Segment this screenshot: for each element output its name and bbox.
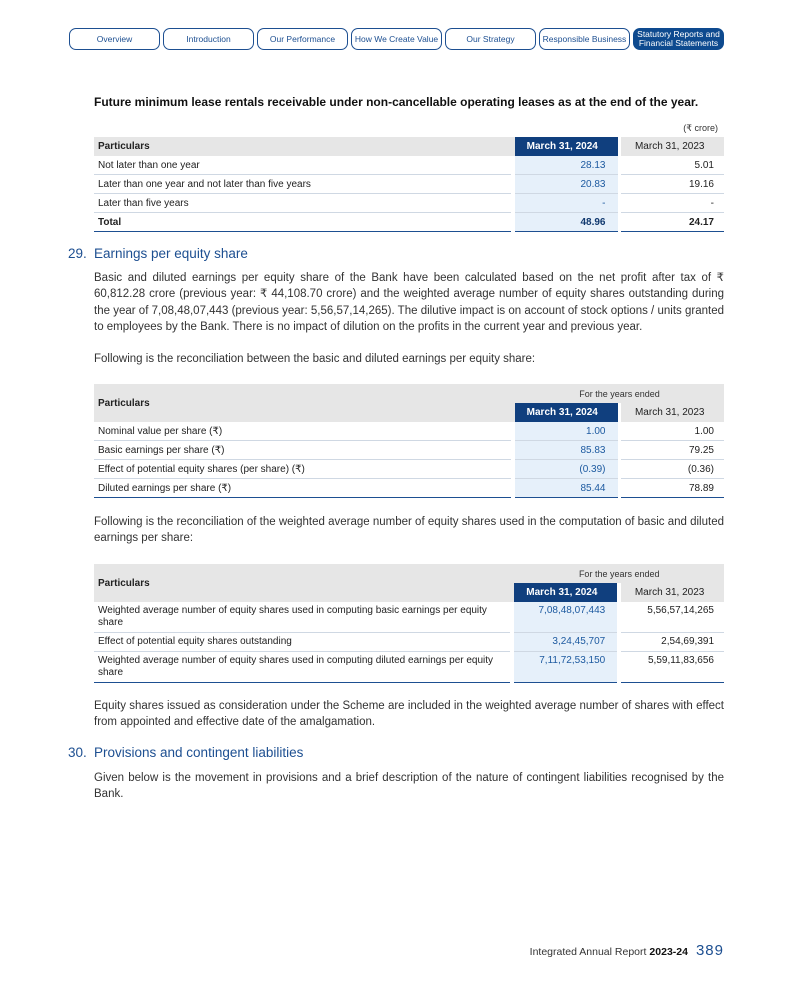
value-2024: 3,24,45,707 [514,633,617,652]
eps-paragraph: Basic and diluted earnings per equity share of the Bank have been calculated based on the net profit after tax of ₹ 60,812.28 crore (previous year: ₹ 44,108.70 crore) and the weighted average number of equity shares outstanding during the year of 7,08,48,07,443 (previous year: 5,56,57,14,265). The dilutive impact is on account of stock options / units granted to employees by the Bank. There is no impact of dilution on the profits in the current year and previous year. [94,272,724,333]
col-particulars: Particulars [94,384,511,422]
section-nav [69,28,724,50]
value-2024: 1.00 [515,422,618,441]
table-row [94,441,724,460]
col-march-2024: March 31, 2024 [515,137,618,156]
value-2024: (0.39) [515,460,618,479]
col-march-2024: March 31, 2024 [514,583,617,602]
page-number: 389 [695,942,724,959]
value-2023: 2,54,69,391 [621,633,724,652]
tab-introduction[interactable]: Introduction [163,28,254,50]
tab-our-performance[interactable]: Our Performance [257,28,348,50]
col-particulars: Particulars [94,564,510,602]
value-2023: (0.36) [621,460,724,479]
row-label: Nominal value per share (₹) [94,422,511,441]
col-march-2023: March 31, 2023 [621,403,724,422]
shares-reconciliation-intro: Following is the reconciliation of the weighted average number of equity shares used in the computation of basic and diluted earnings per share: [94,516,724,545]
value-2023: 5,56,57,14,265 [621,602,724,633]
value-2024: 20.83 [515,175,618,194]
scheme-shares-note: Equity shares issued as consideration under the Scheme are included in the weighted average number of shares with effect from appointed and effective date of the amalgamation. [94,700,724,729]
col-march-2023: March 31, 2023 [621,137,724,156]
value-2023: 5.01 [621,156,724,175]
lease-table [94,137,724,232]
value-2023: 24.17 [621,213,724,232]
value-2024: 28.13 [515,156,618,175]
lease-heading: Future minimum lease rentals receivable under non-cancellable operating leases as at the end of the year. [94,95,699,109]
tab-responsible-business[interactable]: Responsible Business [539,28,630,50]
col-march-2023: March 31, 2023 [621,583,724,602]
report-year: 2023-24 [649,946,688,958]
col-march-2024: March 31, 2024 [515,403,618,422]
row-label: Not later than one year [94,156,511,175]
total-row [94,213,724,232]
section-30-number: 30. [68,745,87,760]
section-30-title: Provisions and contingent liabilities [94,745,304,760]
page-footer [530,942,724,959]
value-2024: 7,08,48,07,443 [514,602,617,633]
table-row [94,175,724,194]
eps-table [94,384,724,498]
section-29-number: 29. [68,246,87,261]
tab-how-we-create-value[interactable]: How We Create Value [351,28,442,50]
table-row [94,633,724,652]
years-ended-header: For the years ended [515,384,724,403]
row-label: Effect of potential equity shares (per share) (₹) [94,460,511,479]
row-label: Effect of potential equity shares outstanding [94,633,510,652]
value-2023: - [621,194,724,213]
value-2023: 79.25 [621,441,724,460]
value-2024: 85.44 [515,479,618,498]
table-row [94,422,724,441]
years-ended-header: For the years ended [514,564,724,583]
row-label: Weighted average number of equity shares used in computing basic earnings per equity share [94,602,510,633]
tab-our-strategy[interactable]: Our Strategy [445,28,536,50]
value-2024: - [515,194,618,213]
table-row [94,652,724,683]
row-label: Later than one year and not later than five years [94,175,511,194]
value-2024: 85.83 [515,441,618,460]
table-row [94,460,724,479]
lease-unit: (₹ crore) [683,123,718,133]
row-label: Basic earnings per share (₹) [94,441,511,460]
table-row [94,156,724,175]
table-row [94,194,724,213]
value-2023: 78.89 [621,479,724,498]
eps-reconciliation-intro: Following is the reconciliation between the basic and diluted earnings per equity share: [94,353,536,365]
row-label: Weighted average number of equity shares used in computing diluted earnings per equity share [94,652,510,683]
row-label: Total [94,213,511,232]
table-row [94,602,724,633]
report-name: Integrated Annual Report [529,946,647,958]
tab-overview[interactable]: Overview [69,28,160,50]
value-2024: 7,11,72,53,150 [514,652,617,683]
col-particulars: Particulars [94,137,511,156]
row-label: Later than five years [94,194,511,213]
value-2023: 5,59,11,83,656 [621,652,724,683]
row-label: Diluted earnings per share (₹) [94,479,511,498]
section-29-title: Earnings per equity share [94,246,248,261]
value-2023: 1.00 [621,422,724,441]
provisions-paragraph: Given below is the movement in provisions and a brief description of the nature of contingent liabilities recognised by the Bank. [94,772,724,801]
tab-statutory-reports[interactable]: Statutory Reports and Financial Statements [633,28,724,50]
value-2024: 48.96 [515,213,618,232]
shares-table [94,564,724,683]
table-row [94,479,724,498]
value-2023: 19.16 [621,175,724,194]
